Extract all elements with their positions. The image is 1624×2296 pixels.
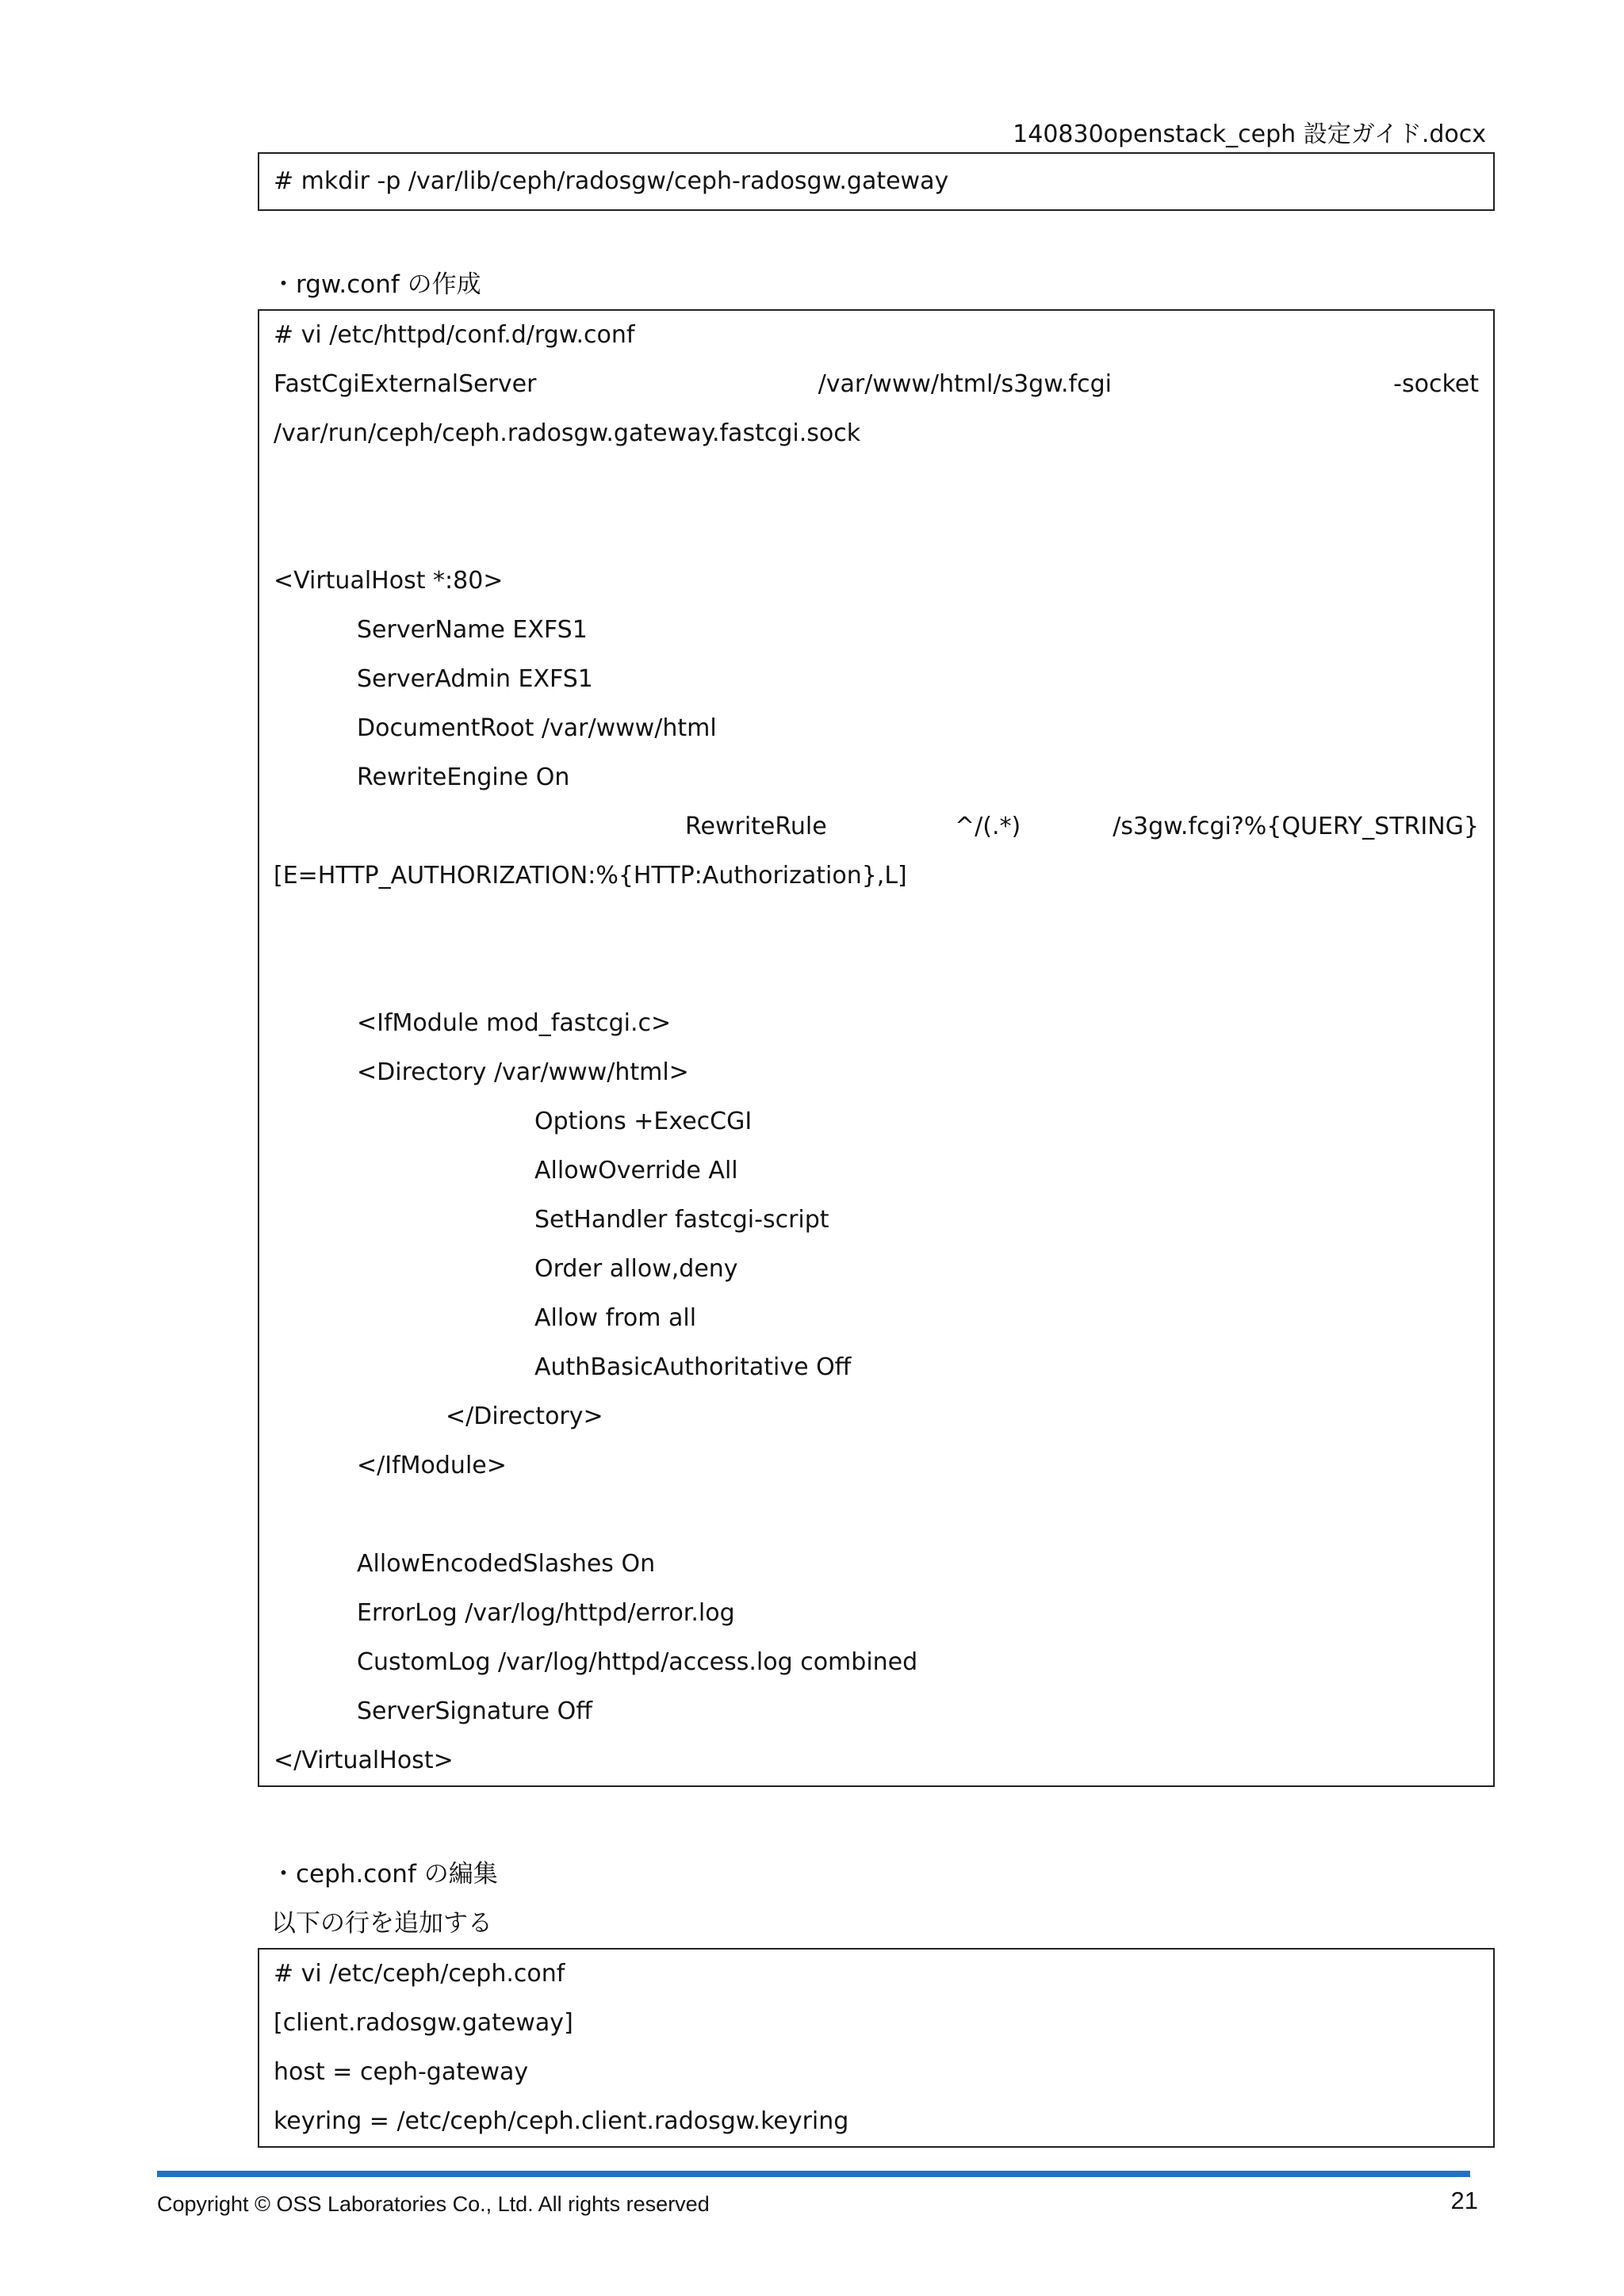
- header-filename: 140830openstack_ceph 設定ガイド.docx: [1013, 121, 1486, 148]
- code-line: [client.radosgw.gateway]: [274, 2009, 573, 2037]
- code-line: Order allow,deny: [534, 1255, 738, 1283]
- code-token: /var/www/html/s3gw.fcgi: [818, 370, 1112, 398]
- section-heading-rgw-conf: ・rgw.conf の作成: [271, 270, 481, 299]
- code-token: ^/(.*): [955, 813, 1021, 840]
- code-line: </IfModule>: [357, 1452, 507, 1479]
- code-line: # vi /etc/httpd/conf.d/rgw.conf: [274, 321, 635, 349]
- code-line: [259, 360, 1493, 409]
- code-line: # vi /etc/ceph/ceph.conf: [274, 1960, 565, 1988]
- blank-line: [259, 950, 1493, 999]
- code-line: ErrorLog /var/log/httpd/error.log: [357, 1599, 735, 1627]
- code-line: [E=HTTP_AUTHORIZATION:%{HTTP:Authorization},L]: [274, 862, 907, 890]
- code-line: # mkdir -p /var/lib/ceph/radosgw/ceph-radosgw.gateway: [274, 167, 949, 195]
- blank-line: [259, 458, 1493, 507]
- code-line: Allow from all: [534, 1304, 697, 1332]
- code-line: AuthBasicAuthoritative Off: [534, 1353, 852, 1381]
- blank-line: [259, 507, 1493, 557]
- code-line: keyring = /etc/ceph/ceph.client.radosgw.keyring: [274, 2107, 849, 2135]
- code-line: AllowEncodedSlashes On: [357, 1550, 656, 1578]
- code-line: SetHandler fastcgi-script: [534, 1206, 829, 1234]
- page-number: 21: [1450, 2187, 1478, 2214]
- code-line: [259, 802, 1493, 851]
- footer-rule: [157, 2171, 1470, 2177]
- blank-line: [259, 901, 1493, 950]
- code-token: -socket: [1393, 370, 1479, 398]
- code-line: RewriteEngine On: [357, 763, 570, 791]
- code-box-mkdir: [258, 152, 1495, 211]
- footer-copyright: Copyright © OSS Laboratories Co., Ltd. All rights reserved: [157, 2192, 710, 2216]
- blank-line: [259, 1490, 1493, 1540]
- code-line: host = ceph-gateway: [274, 2058, 529, 2086]
- code-token: RewriteRule: [685, 813, 827, 840]
- code-line: CustomLog /var/log/httpd/access.log combined: [357, 1648, 918, 1676]
- code-token: /s3gw.fcgi?%{QUERY_STRING}: [1113, 813, 1479, 840]
- code-line: Options +ExecCGI: [534, 1108, 753, 1135]
- code-line: </Directory>: [446, 1402, 603, 1430]
- code-line: ServerSignature Off: [357, 1697, 592, 1725]
- code-line: /var/run/ceph/ceph.radosgw.gateway.fastcgi.sock: [274, 419, 861, 447]
- code-line: <Directory /var/www/html>: [357, 1058, 689, 1086]
- section-heading-ceph-conf: ・ceph.conf の編集: [271, 1860, 498, 1888]
- code-line: ServerName EXFS1: [357, 616, 588, 644]
- code-box-ceph-conf: [258, 1948, 1495, 2148]
- code-box-rgw-conf: [258, 309, 1495, 1787]
- code-line: </VirtualHost>: [274, 1747, 454, 1774]
- section-subheading: 以下の行を追加する: [271, 1909, 492, 1938]
- code-line: <IfModule mod_fastcgi.c>: [357, 1009, 672, 1037]
- code-line: <VirtualHost *:80>: [274, 567, 504, 595]
- code-line: ServerAdmin EXFS1: [357, 665, 593, 693]
- code-line: AllowOverride All: [534, 1157, 738, 1184]
- code-line: DocumentRoot /var/www/html: [357, 714, 717, 742]
- code-token: FastCgiExternalServer: [274, 370, 537, 398]
